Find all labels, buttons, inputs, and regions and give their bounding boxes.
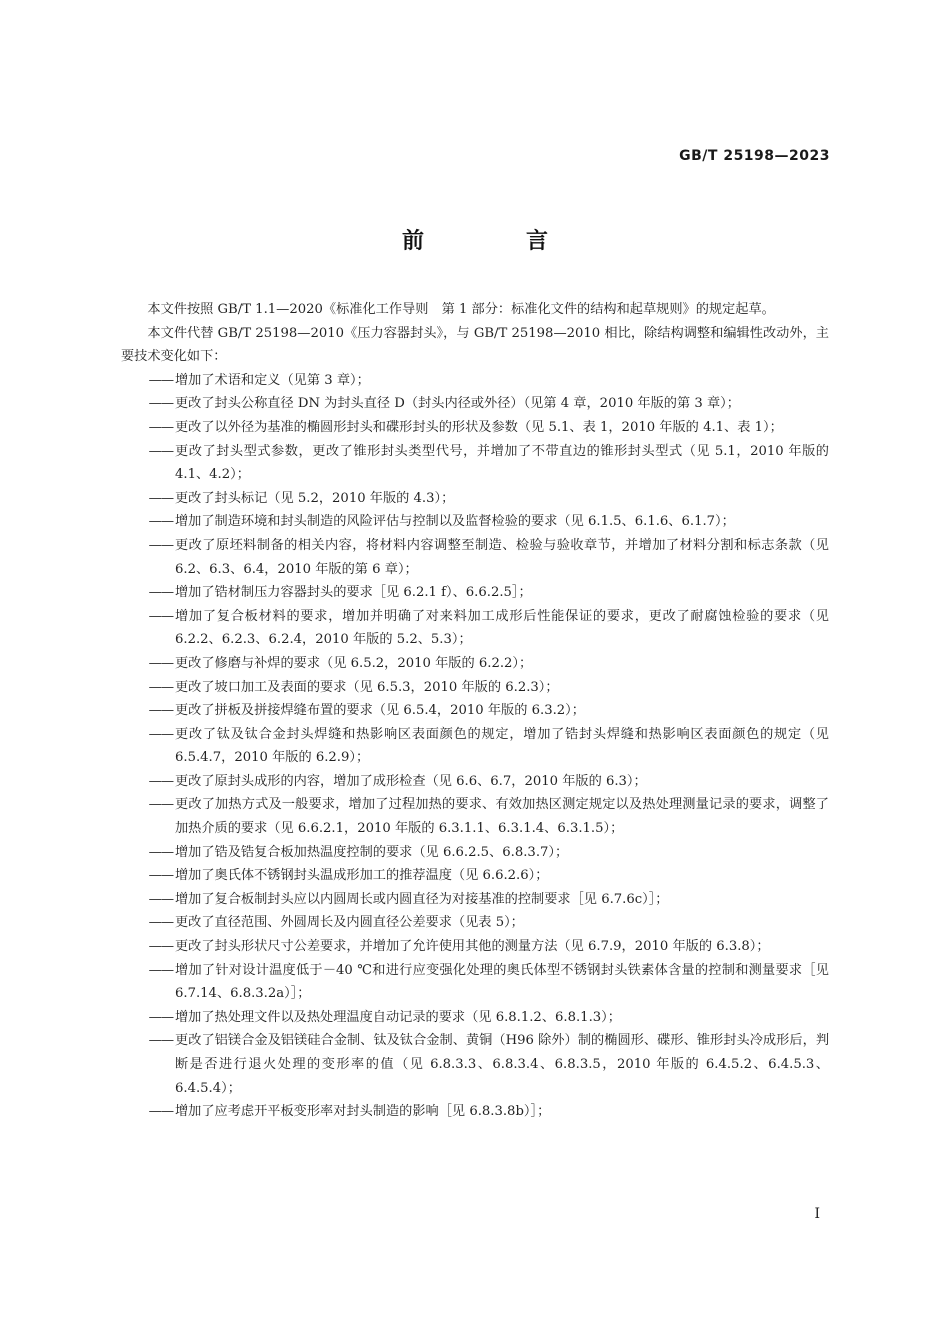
list-item (121, 369, 829, 393)
list-item (121, 793, 829, 840)
list-dash: —— (148, 608, 173, 624)
list-item-text: 更改了修磨与补焊的要求（见 6.5.2，2010 年版的 6.2.2）； (175, 655, 533, 671)
list-dash: —— (148, 868, 173, 884)
list-item-text: 更改了封头标记（见 5.2，2010 年版的 4.3）； (175, 490, 455, 506)
foreword-body (121, 298, 829, 1124)
list-item (121, 911, 829, 935)
list-item (121, 652, 829, 676)
list-item-text: 增加了术语和定义（见第 3 章）； (175, 372, 370, 388)
list-item (121, 440, 829, 487)
list-item (121, 581, 829, 605)
list-item (121, 534, 829, 581)
list-item-text: 更改了拼板及拼接焊缝布置的要求（见 6.5.4，2010 年版的 6.3.2）； (175, 703, 585, 719)
list-item (121, 959, 829, 1006)
list-item (121, 1029, 829, 1100)
paragraph-drafting-rule: 本文件按照 GB/T 1.1—2020《标准化工作导则 第 1 部分：标准化文件的结构和起草规则》的规定起草。 (147, 302, 775, 317)
list-item-text: 增加了奥氏体不锈钢封头温成形加工的推荐温度（见 6.6.2.6）； (175, 868, 549, 884)
list-item (121, 864, 829, 888)
list-item-text: 更改了封头形状尺寸公差要求，并增加了允许使用其他的测量方法（见 6.7.9，2010 年版的 6.3.8）； (175, 939, 770, 955)
standard-code: GB/T 25198—2023 (679, 148, 830, 164)
list-item-text: 更改了原封头成形的内容，增加了成形检查（见 6.6、6.7，2010 年版的 6.3）； (175, 773, 647, 789)
list-item-text: 更改了钛及钛合金封头焊缝和热影响区表面颜色的规定，增加了锆封头焊缝和热影响区表面颜色的规定（见 6.5.4.7，2010 年版的 6.2.9）； (175, 726, 829, 766)
list-item-text: 更改了直径范围、外圆周长及内圆直径公差要求（见表 5）； (175, 915, 524, 931)
list-dash: —— (148, 396, 173, 412)
list-dash: —— (148, 891, 173, 907)
list-item-text: 更改了以外径为基准的椭圆形封头和碟形封头的形状及参数（见 5.1、表 1，2010 年版的 4.1、表 1）； (175, 419, 783, 435)
list-dash: —— (148, 797, 173, 813)
list-dash: —— (148, 1009, 173, 1025)
list-item-text: 增加了复合板材料的要求，增加并明确了对来料加工成形后性能保证的要求，更改了耐腐蚀检验的要求（见 6.2.2、6.2.3、6.2.4，2010 年版的 5.2、5.3）； (175, 608, 829, 648)
page-title: 前 言 (401, 229, 588, 254)
list-item (121, 1100, 829, 1124)
list-item (121, 487, 829, 511)
list-item-text: 更改了封头公称直径 DN 为封头直径 D（封头内径或外径）（见第 4 章，2010 年版的第 3 章）； (175, 396, 740, 412)
list-item-text: 更改了加热方式及一般要求，增加了过程加热的要求、有效加热区测定规定以及热处理测量记录的要求，调整了加热介质的要求（见 6.6.2.1，2010 年版的 6.3.1.1、6.3.1.4、6.3.1.5）； (175, 797, 829, 837)
list-item (121, 676, 829, 700)
technical-changes-list (121, 369, 829, 1124)
list-item-text: 增加了热处理文件以及热处理温度自动记录的要求（见 6.8.1.2、6.8.1.3）； (175, 1009, 621, 1025)
list-item (121, 770, 829, 794)
list-item (121, 605, 829, 652)
list-item-text: 更改了原坯料制备的相关内容，将材料内容调整至制造、检验与验收章节，并增加了材料分割和标志条款（见 6.2、6.3、6.4，2010 年版的第 6 章）； (175, 537, 829, 577)
list-dash: —— (148, 962, 173, 978)
list-item (121, 841, 829, 865)
paragraph-replacement: 本文件代替 GB/T 25198—2010《压力容器封头》，与 GB/T 25198—2010 相比，除结构调整和编辑性改动外，主要技术变化如下： (121, 325, 829, 365)
list-dash: —— (148, 915, 173, 931)
list-dash: —— (148, 844, 173, 860)
list-dash: —— (148, 585, 173, 601)
list-dash: —— (148, 514, 173, 530)
page-number: I (814, 1206, 820, 1222)
list-item-text: 增加了锆及锆复合板加热温度控制的要求（见 6.6.2.5、6.8.3.7）； (175, 844, 569, 860)
list-dash: —— (148, 443, 173, 459)
list-dash: —— (148, 1033, 173, 1049)
list-item-text: 增加了制造环境和封头制造的风险评估与控制以及监督检验的要求（见 6.1.5、6.1.6、6.1.7）； (175, 514, 735, 530)
list-item (121, 392, 829, 416)
list-item-text: 更改了封头型式参数，更改了锥形封头类型代号，并增加了不带直边的锥形封头型式（见 5.1，2010 年版的 4.1、4.2）； (175, 443, 829, 483)
list-dash: —— (148, 419, 173, 435)
list-dash: —— (148, 1104, 173, 1120)
list-dash: —— (148, 372, 173, 388)
list-item-text: 增加了锆材制压力容器封头的要求［见 6.2.1 f）、6.6.2.5］； (175, 585, 532, 601)
list-item (121, 888, 829, 912)
list-item-text: 更改了铝镁合金及铝镁硅合金制、钛及钛合金制、黄铜（H96 除外）制的椭圆形、碟形、锥形封头冷成形后，判断是否进行退火处理的变形率的值（见 6.8.3.3、6.8.3.4、6.8.3.5，2010 年版的 6.4.5.2、6.4.5.3、6.4.5.4）； (175, 1033, 829, 1096)
list-item-text: 更改了坡口加工及表面的要求（见 6.5.3，2010 年版的 6.2.3）； (175, 679, 559, 695)
list-dash: —— (148, 773, 173, 789)
list-dash: —— (148, 726, 173, 742)
list-item (121, 935, 829, 959)
list-dash: —— (148, 490, 173, 506)
list-item (121, 416, 829, 440)
list-item (121, 723, 829, 770)
list-dash: —— (148, 703, 173, 719)
list-item-text: 增加了应考虑开平板变形率对封头制造的影响［见 6.8.3.8b）］； (175, 1104, 551, 1120)
list-item-text: 增加了针对设计温度低于－40 ℃和进行应变强化处理的奥氏体型不锈钢封头铁素体含量的控制和测量要求［见 6.7.14、6.8.3.2a）］； (175, 962, 829, 1002)
list-dash: —— (148, 939, 173, 955)
list-item (121, 1006, 829, 1030)
list-item (121, 510, 829, 534)
list-dash: —— (148, 655, 173, 671)
list-item (121, 699, 829, 723)
list-item-text: 增加了复合板制封头应以内圆周长或内圆直径为对接基准的控制要求［见 6.7.6c）］； (175, 891, 669, 907)
list-dash: —— (148, 679, 173, 695)
list-dash: —— (148, 537, 173, 553)
